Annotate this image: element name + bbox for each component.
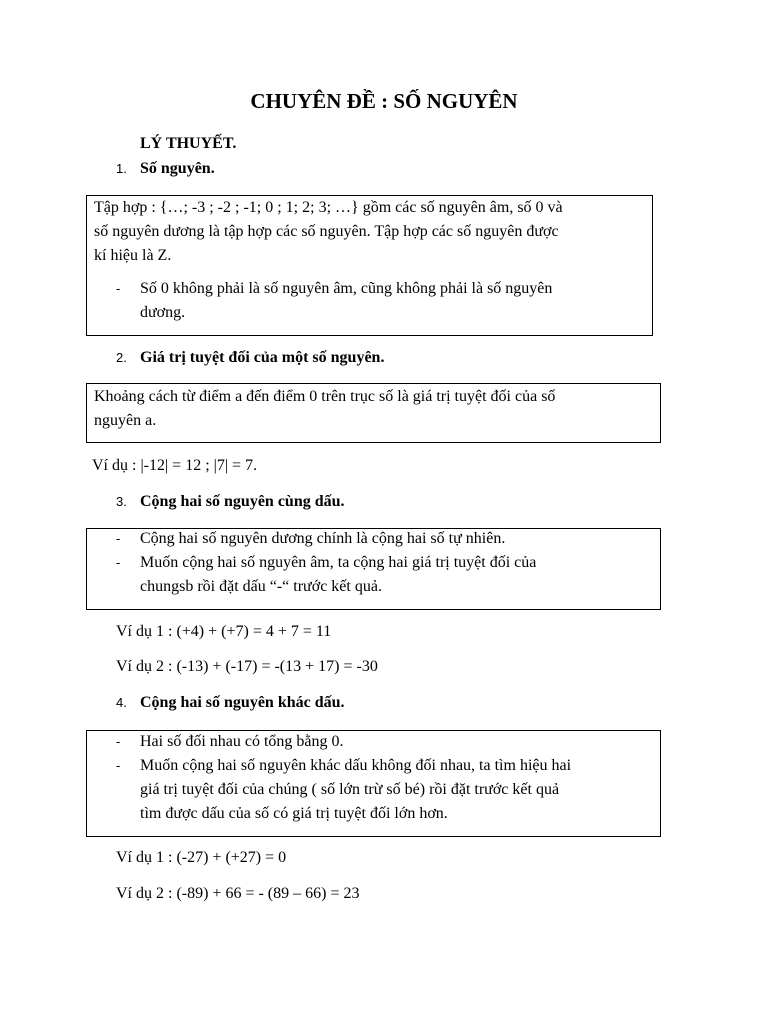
section-3-number: 3. [116,494,127,509]
section-3-rules-box [86,528,661,610]
box-line: Tập hợp : {…; -3 ; -2 ; -1; 0 ; 1; 2; 3; …} gồm các số nguyên âm, số 0 và [94,199,563,216]
dash-bullet: - [116,734,121,749]
bullet-line: dương. [140,304,186,321]
bullet-line: tìm được dấu của số có giá trị tuyệt đối lớn hơn. [140,805,448,822]
box-bullet-item [116,730,344,754]
section-2-heading [116,347,384,369]
section-4-title: Cộng hai số nguyên khác dấu. [140,694,345,711]
section-1-title: Số nguyên. [140,160,215,177]
section-4-number: 4. [116,695,127,710]
section-4-example-2: Ví dụ 2 : (-89) + 66 = - (89 – 66) = 23 [116,885,360,902]
section-4-example-1: Ví dụ 1 : (-27) + (+27) = 0 [116,849,287,866]
box-line: Khoảng cách từ điểm a đến điểm 0 trên trục số là giá trị tuyệt đối của số [94,388,556,405]
section-4-heading [116,692,345,714]
section-3-example-2: Ví dụ 2 : (-13) + (-17) = -(13 + 17) = -30 [116,658,378,675]
bullet-line: Cộng hai số nguyên dương chính là cộng hai số tự nhiên. [140,530,506,547]
bullet-line: giá trị tuyệt đối của chúng ( số lớn trừ số bé) rồi đặt trước kết quả [140,781,560,798]
box-bullet-item [116,551,537,599]
dash-bullet: - [116,758,121,773]
box-line: nguyên a. [94,412,157,429]
dash-bullet: - [116,555,121,570]
section-3-heading [116,491,345,513]
box-line: số nguyên dương là tập hợp các số nguyên. Tập hợp các số nguyên được [94,223,559,240]
bullet-line: Số 0 không phải là số nguyên âm, cũng không phải là số nguyên [140,280,553,297]
section-2-title: Giá trị tuyệt đối của một số nguyên. [140,349,385,366]
box-line: kí hiệu là Z. [94,247,172,264]
box-bullet-item [116,527,506,551]
section-1-heading [116,158,215,180]
section-4-rules-box [86,730,661,837]
section-2-example: Ví dụ : |-12| = 12 ; |7| = 7. [92,457,258,474]
section-2-number: 2. [116,350,127,365]
box-bullet-item [116,277,553,325]
section-3-example-1: Ví dụ 1 : (+4) + (+7) = 4 + 7 = 11 [116,623,332,640]
bullet-line: Muốn cộng hai số nguyên âm, ta cộng hai giá trị tuyệt đối của [140,554,537,571]
document-title: CHUYÊN ĐỀ : SỐ NGUYÊN [250,89,518,113]
dash-bullet: - [116,281,121,296]
section-2-definition-box [86,383,661,443]
bullet-line: Muốn cộng hai số nguyên khác dấu không đối nhau, ta tìm hiệu hai [140,757,572,774]
bullet-line: Hai số đối nhau có tổng bằng 0. [140,733,344,750]
bullet-line: chungsb rồi đặt dấu “-“ trước kết quả. [140,578,382,595]
theory-heading: LÝ THUYẾT. [140,135,237,152]
dash-bullet: - [116,531,121,546]
section-1-number: 1. [116,161,127,176]
section-1-definition-box [86,195,653,336]
section-3-title: Cộng hai số nguyên cùng dấu. [140,493,345,510]
box-bullet-item [116,754,572,826]
